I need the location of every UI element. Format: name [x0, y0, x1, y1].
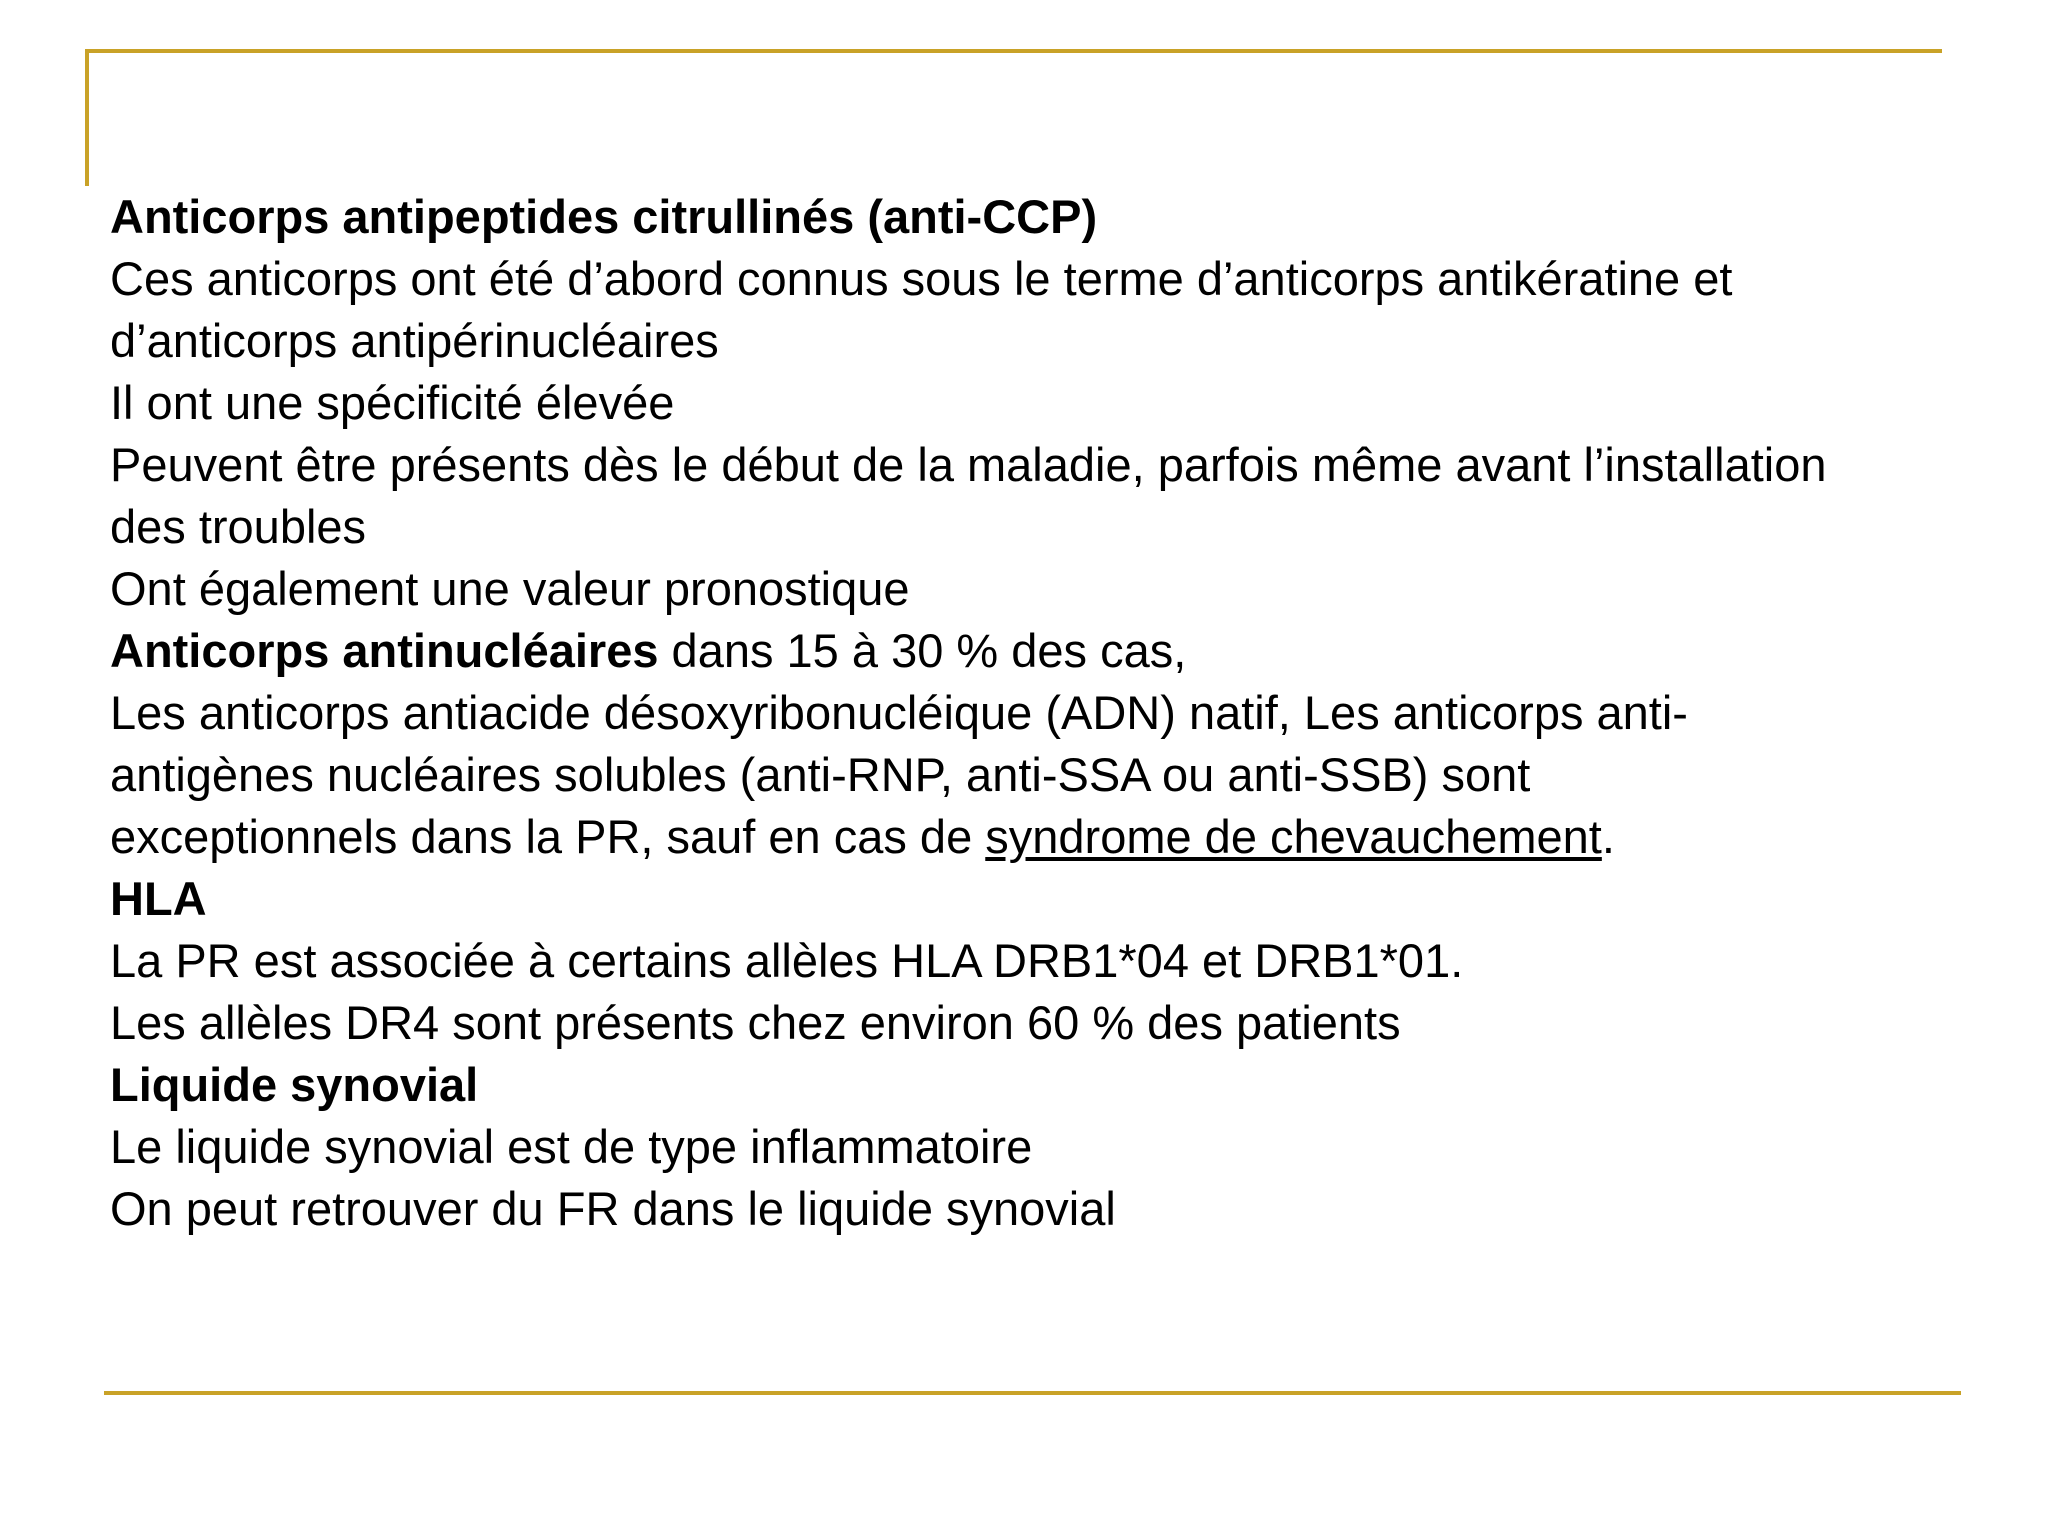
body-line-with-link — [110, 806, 2000, 868]
bottom-rule — [104, 1391, 1961, 1395]
body-line: Il ont une spécificité élevée — [110, 376, 675, 429]
body-line: On peut retrouver du FR dans le liquide synovial — [110, 1182, 1116, 1235]
top-rule — [85, 49, 1942, 53]
body-line: Peuvent être présents dès le début de la maladie, parfois même avant l’installation — [110, 438, 1827, 491]
body-line: d’anticorps antipérinucléaires — [110, 314, 719, 367]
body-line: Le liquide synovial est de type inflammatoire — [110, 1120, 1033, 1173]
body-line: antigènes nucléaires solubles (anti-RNP, anti-SSA ou anti-SSB) sont — [110, 748, 1531, 801]
body-line: Ont également une valeur pronostique — [110, 562, 910, 615]
slide-body — [110, 186, 2000, 1240]
body-inline-text: dans 15 à 30 % des cas, — [658, 624, 1187, 677]
overlap-syndrome-link[interactable]: syndrome de chevauchement — [985, 810, 1602, 863]
body-inline-text: . — [1601, 810, 1615, 863]
body-line: des troubles — [110, 500, 367, 553]
left-rule — [85, 49, 89, 186]
body-line: Ces anticorps ont été d’abord connus sous le terme d’anticorps antikératine et — [110, 252, 1733, 305]
heading-synovial-fluid: Liquide synovial — [110, 1058, 479, 1111]
heading-hla: HLA — [110, 872, 207, 925]
body-line: Les allèles DR4 sont présents chez environ 60 % des patients — [110, 996, 1401, 1049]
body-line: La PR est associée à certains allèles HLA DRB1*04 et DRB1*01. — [110, 934, 1464, 987]
body-line: Les anticorps antiacide désoxyribonucléique (ADN) natif, Les anticorps anti- — [110, 686, 1688, 739]
body-inline-text: exceptionnels dans la PR, sauf en cas de — [110, 810, 986, 863]
heading-antinuclear: Anticorps antinucléaires — [110, 624, 659, 677]
heading-anti-ccp: Anticorps antipeptides citrullinés (anti-CCP) — [110, 190, 1098, 243]
heading-antinuclear-line — [110, 620, 2000, 682]
